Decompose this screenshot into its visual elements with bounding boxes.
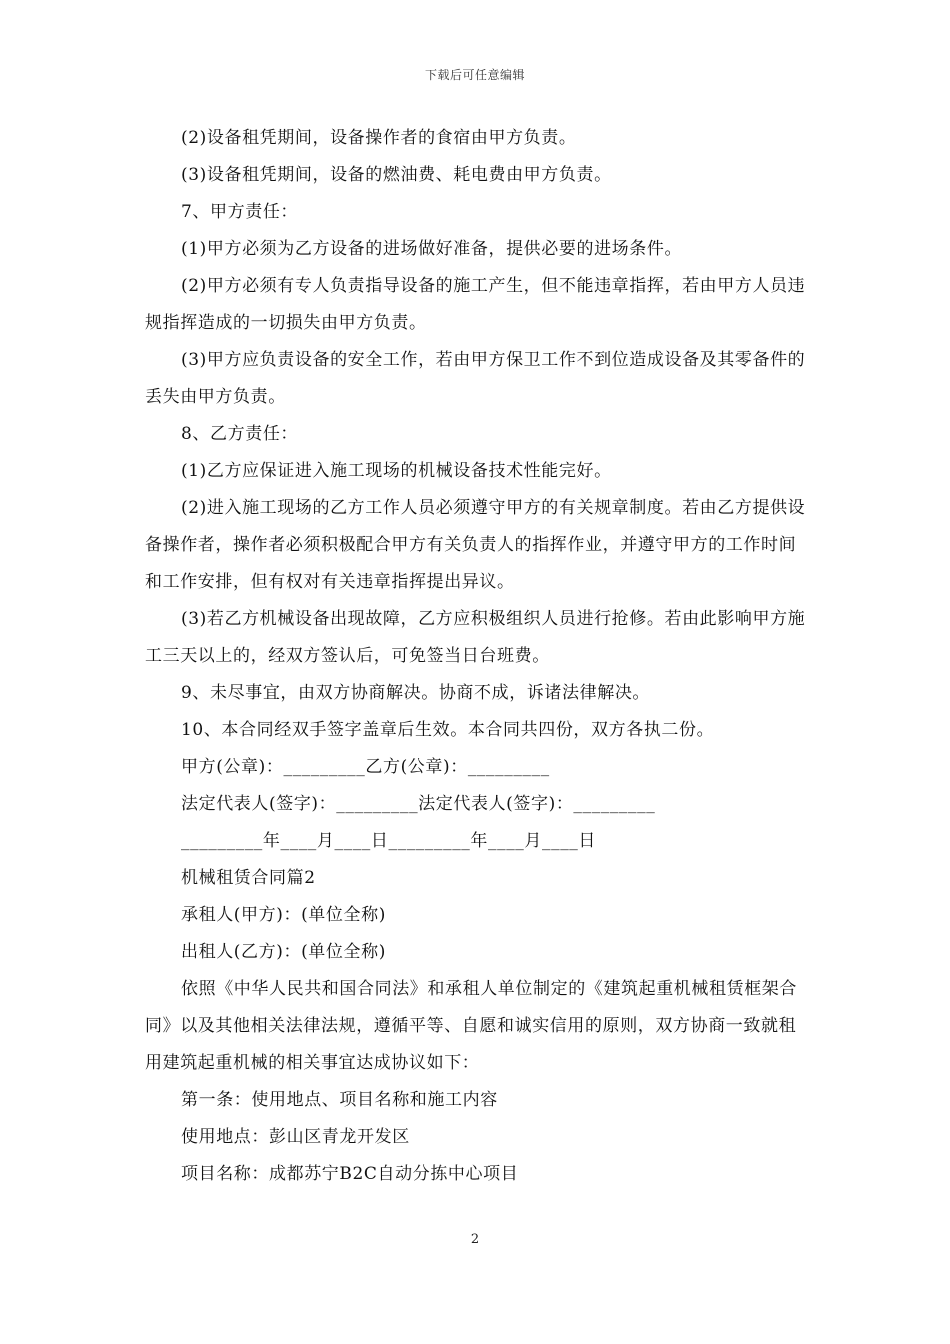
paragraph: 项目名称：成都苏宁B2C自动分拣中心项目 (181, 1164, 519, 1184)
contract-title: 机械租赁合同篇2 (181, 868, 316, 888)
paragraph: (3)设备租凭期间，设备的燃油费、耗电费由甲方负责。 (181, 165, 612, 185)
party-line: 承租人(甲方)：(单位全称) (181, 905, 386, 925)
article-heading: 第一条：使用地点、项目名称和施工内容 (181, 1090, 498, 1110)
signature-line: 甲方(公章)：_________乙方(公章)：_________ (181, 757, 550, 777)
section-heading: 7、甲方责任： (181, 202, 299, 222)
paragraph: (3)若乙方机械设备出现故障，乙方应积极组织人员进行抢修。若由此影响甲方施工三天以上的，经双方签认后，可免签当日台班费。 (145, 609, 806, 666)
date-line: _________年____月____日_________年____月____日 (181, 831, 596, 851)
paragraph: (2)设备租凭期间，设备操作者的食宿由甲方负责。 (181, 128, 577, 148)
section-heading: 8、乙方责任： (181, 424, 299, 444)
document-body (145, 120, 807, 1193)
party-line: 出租人(乙方)：(单位全称) (181, 942, 386, 962)
paragraph: (1)乙方应保证进入施工现场的机械设备技术性能完好。 (181, 461, 612, 481)
paragraph: (2)进入施工现场的乙方工作人员必须遵守甲方的有关规章制度。若由乙方提供设备操作者，操作者必须积极配合甲方有关负责人的指挥作业，并遵守甲方的工作时间和工作安排，但有权对有关违章指挥提出异议。 (145, 498, 806, 592)
page-number: 2 (470, 1232, 480, 1247)
paragraph: (2)甲方必须有专人负责指导设备的施工产生，但不能违章指挥，若由甲方人员违规指挥造成的一切损失由甲方负责。 (145, 276, 806, 333)
paragraph: 10、本合同经双手签字盖章后生效。本合同共四份，双方各执二份。 (181, 720, 715, 740)
paragraph: 使用地点：彭山区青龙开发区 (181, 1127, 410, 1147)
signature-line: 法定代表人(签字)：_________法定代表人(签字)：_________ (181, 794, 656, 814)
paragraph: (3)甲方应负责设备的安全工作，若由甲方保卫工作不到位造成设备及其零备件的丢失由甲方负责。 (145, 350, 806, 407)
paragraph: 依照《中华人民共和国合同法》和承租人单位制定的《建筑起重机械租赁框架合同》以及其他相关法律法规，遵循平等、自愿和诚实信用的原则，双方协商一致就租用建筑起重机械的相关事宜达成协议如下： (145, 979, 797, 1073)
paragraph: 9、未尽事宜，由双方协商解决。协商不成，诉诸法律解决。 (181, 683, 651, 703)
paragraph: (1)甲方必须为乙方设备的进场做好准备，提供必要的进场条件。 (181, 239, 683, 259)
page-header: 下载后可任意编辑 (424, 68, 525, 82)
